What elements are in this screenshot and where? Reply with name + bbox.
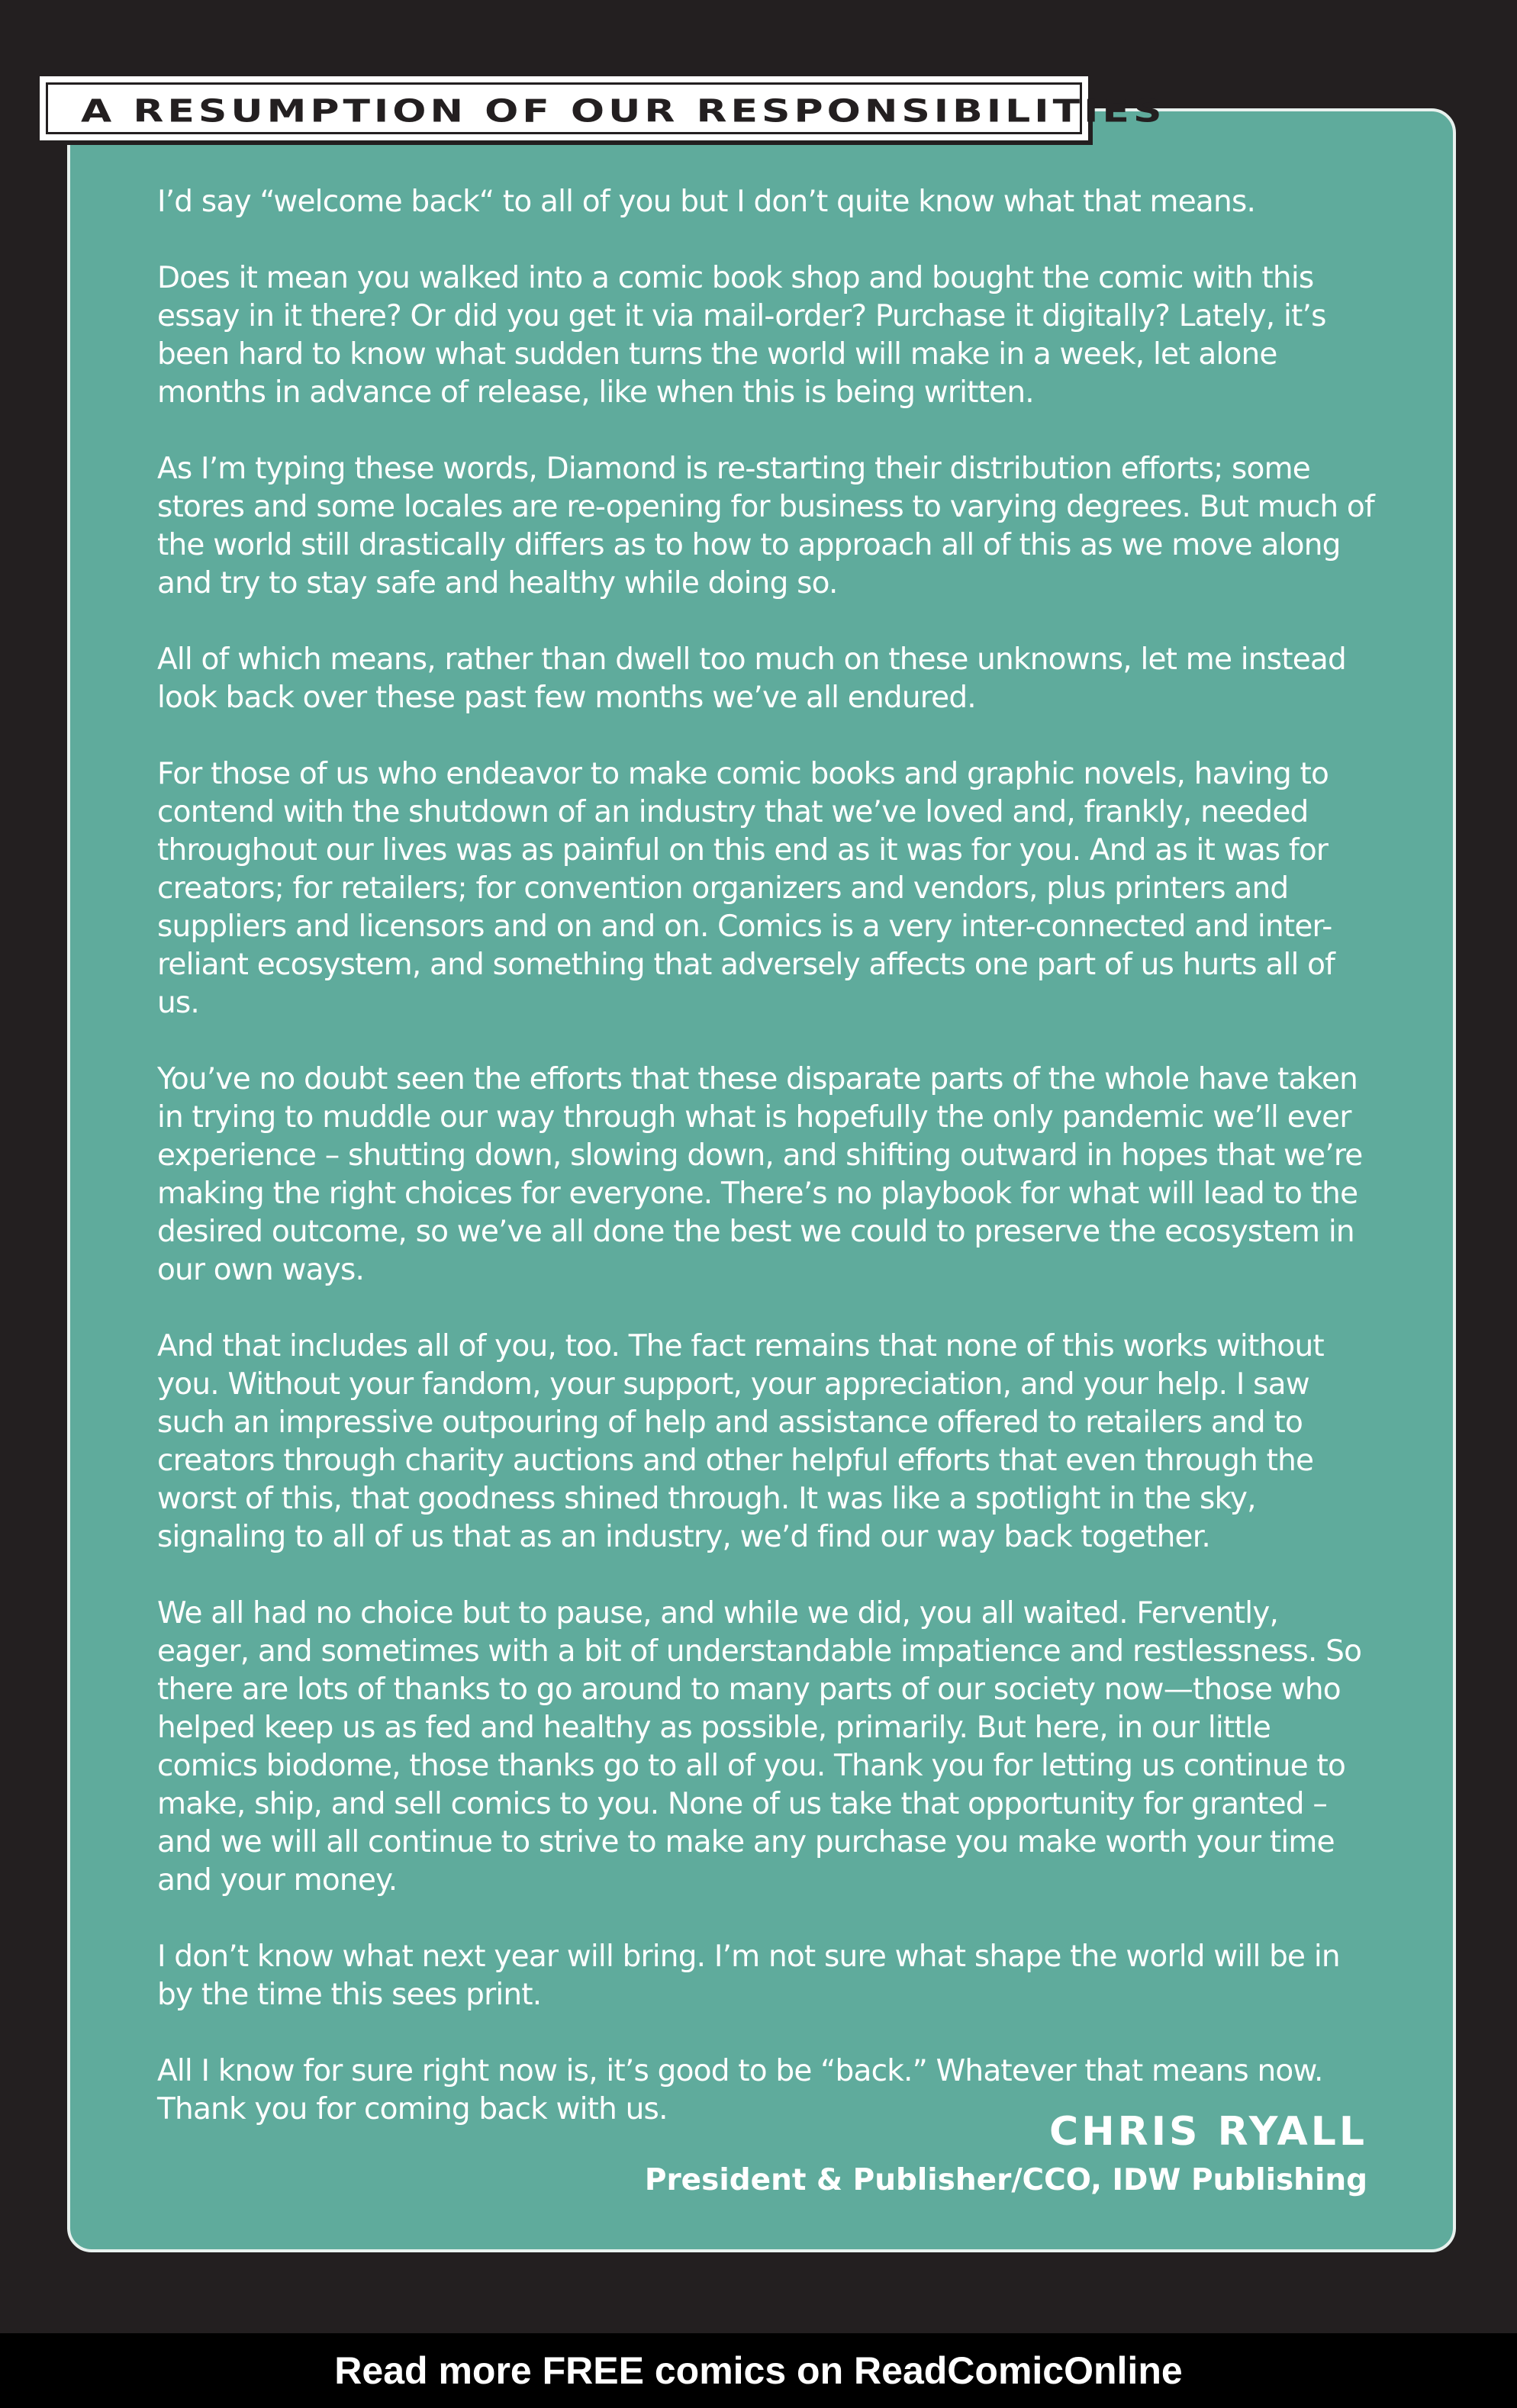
- paragraph: We all had no choice but to pause, and while we did, you all waited. Fervently, eager, and sometimes with a bit of understandable impatience and restlessness. So there are lots of thanks to go around to many parts of our society now—those who helped keep us as fed and healthy as possible, primarily. But here, in our little comics biodome, those thanks go to all of you. Thank you for letting us continue to make, ship, and sell comics to you. None of us take that opportunity for granted – and we will all continue to strive to make any purchase you make worth your time and your money.: [157, 1596, 1362, 1898]
- paragraph: As I’m typing these words, Diamond is re-starting their distribution efforts; some stores and some locales are re-opening for business to varying degrees. But much of the world still drastically differs as to how to approach all of this as we move along and try to stay safe and healthy while doing so.: [157, 452, 1374, 600]
- essay-title: A RESUMPTION OF OUR RESPONSIBILITIES: [81, 93, 1166, 130]
- paragraph: And that includes all of you, too. The fact remains that none of this works without you. Without your fandom, your support, your appreciation, and your help. I saw such an impressive outpouring of help and assistance offered to retailers and to creators through charity auctions and other helpful efforts that even through the worst of this, that goodness shined through. It was like a spotlight in the sky, signaling to all of us that as an industry, we’d find our way back together.: [157, 1329, 1324, 1554]
- paragraph: Does it mean you walked into a comic book shop and bought the comic with this essay in it there? Or did you get it via mail-order? Purchase it digitally? Lately, it’s been hard to know what sudden turns the world will make in a week, let alone months in advance of release, like when this is being written.: [157, 261, 1326, 410]
- paragraph: For those of us who endeavor to make comic books and graphic novels, having to contend with the shutdown of an industry that we’ve loved and, frankly, needed throughout our lives was as painful on this end as it was for you. And as it was for creators; for retailers; for convention organizers and vendors, plus printers and suppliers and licensors and on and on. Comics is a very inter-connected and inter-reliant ecosystem, and something that adversely affects one part of us hurts all of us.: [157, 757, 1335, 1020]
- essay-body: [157, 183, 1378, 2167]
- footer-bar: [0, 2333, 1517, 2408]
- paragraph: I don’t know what next year will bring. I’m not sure what shape the world will be in by the time this sees print.: [157, 1940, 1340, 2012]
- footer-text: Read more FREE comics on ReadComicOnline: [334, 2349, 1183, 2392]
- signature-title: President & Publisher/CCO, IDW Publishing: [644, 2163, 1367, 2197]
- title-banner: [35, 72, 1166, 145]
- paragraph: You’ve no doubt seen the efforts that these disparate parts of the whole have taken in trying to muddle our way through what is hopefully the only pandemic we’ll ever experience – shutting down, slowing down, and shifting outward in hopes that we’re making the right choices for everyone. There’s no playbook for what will lead to the desired outcome, so we’ve all done the best we could to preserve the ecosystem in our own ways.: [157, 1062, 1363, 1287]
- signature-name: CHRIS RYALL: [1048, 2109, 1367, 2155]
- paragraph: All I know for sure right now is, it’s good to be “back.” Whatever that means now. Thank you for coming back with us.: [157, 2054, 1323, 2126]
- paragraph: All of which means, rather than dwell too much on these unknowns, let me instead look back over these past few months we’ve all endured.: [157, 642, 1346, 715]
- paragraph: I’d say “welcome back“ to all of you but I don’t quite know what that means.: [157, 185, 1256, 219]
